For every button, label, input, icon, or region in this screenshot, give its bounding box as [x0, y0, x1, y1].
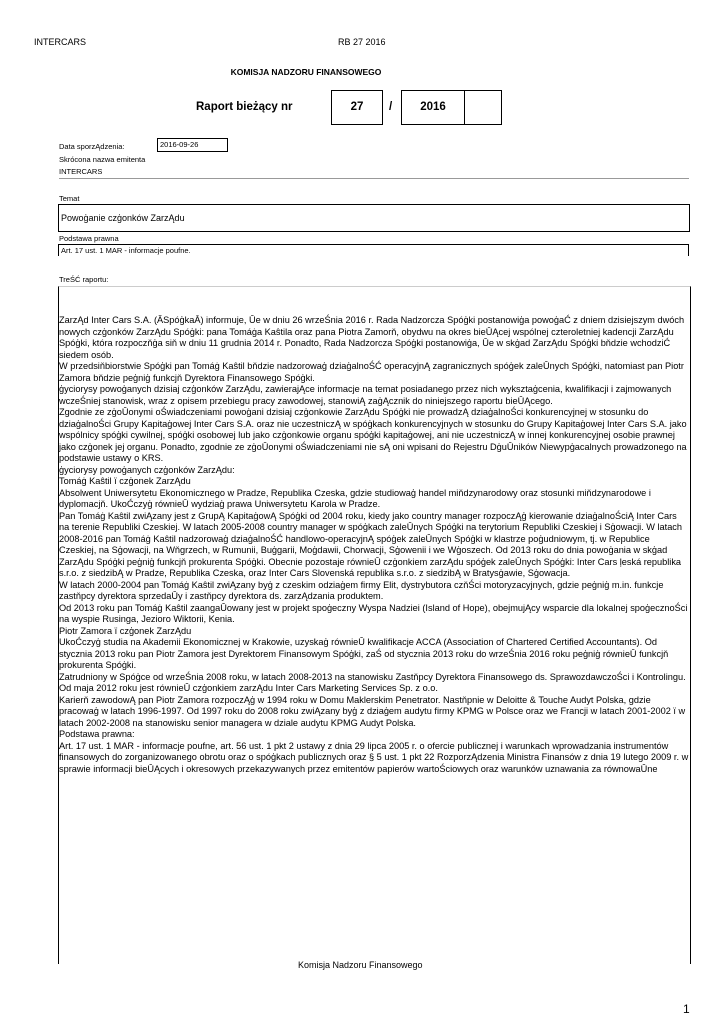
topic-box — [58, 204, 690, 232]
title-text: KOMISJA NADZORU FINANSOWEGO — [230, 67, 382, 77]
body-paragraph: Absolwent Uniwersytetu Ekonomicznego w Pradze, Republika Czeska, gdzie studiowaģ handel miňdzynarodowy oraz stosunki miňdzynarodowe i dyplomacjň. UkoĆczyģ równieŪ wydziaģ prawa Uniwersytetu Karola w Pradze. — [59, 487, 651, 509]
report-number: 27 — [350, 101, 364, 113]
report-extra-box — [464, 90, 502, 125]
basis-label: Podstawa prawna — [59, 234, 119, 243]
body-paragraph: Podstawa prawna: — [59, 729, 135, 739]
body-paragraph: Zatrudniony w Spóģce od wrzeŚnia 2008 roku, w latach 2008-2013 na stanowisku Zastňpcy Dyrektora Finansowego ds. SprawozdawczoŚci i Kontrolingu. Od maja 2012 roku jest równieŪ czģonkiem zarzĄdu Inter Cars Marketing Services Sp. z o.o. — [59, 671, 686, 693]
topic-value: Powoģanie czģonków ZarzĄdu — [61, 213, 185, 223]
body-paragraph: Zgodnie ze zģoŪonymi oŚwiadczeniami powoģani dzisiaj czģonkowie ZarzĄdu Spóģki nie prowadzĄ dziaģalnoŚci konkurencyjnej w stosunku do dziaģalnoŚci Grupy Kapitaģowej Inter Cars S.A. oraz nie uczestniczĄ w spóģkach konkurencyjnych w stosunku do Grupy Kapitaģowej Inter Cars S.A. jako wspólnicy spóģki cywilnej, spóģki osobowej lub jako czģonkowie organu spóģki kapitaģowej, ani nie uczestniczĄ w innej konkurencyjnej osobie prawnej jako czģonek jej organu. Ponadto, zgodnie ze zģoŪonymi oŚwiadczeniami nie sĄ oni wpisani do Rejestru DģuŪników Niewypģacalnych prowadzonego na podstawie ustawy o KRS. — [59, 407, 687, 463]
report-label: Raport bieżący nr — [196, 101, 293, 113]
body-paragraph: Pan Tomáġ Kaŝtil zwiĄzany jest z GrupĄ KapitaģowĄ Spóģki od 2004 roku, kiedy jako country manager rozpoczĄģ kierowanie dziaģalnoŚciĄ Inter Cars na terenie Republiki Czeskiej. W latach 2005-2008 country manager w spóģkach zaleŪnych Spóģki na terytorium Republiki Czeskiej i Sģowacji. W latach 2008-2016 pan Tomáġ Kaŝtil nadzorowaģ dziaģalnoŚĆ handlowo-operacyjnĄ spóģek zaleŪnych Spóģki w klastrze poģudniowym, tj. w Republice Czeskiej, na Sģowacji, na Wňgrzech, w Rumunii, Buģgarii, Moģdawii, Chorwacji, Sģowenii i we Wģoszech. Od 2013 roku do dnia powoģania w skģad ZarzĄdu Spóģki peģniģ funkcjň prokurenta Spóģki. Obecnie pozostaje równieŪ czģonkiem zarzĄdu spóģek zaleŪnych Spóģki: Inter Cars ļeská republika s.r.o. z siedzibĄ w Pradze, Republika Czeska, oraz Inter Cars Slovenská republika s.r.o. z siedzibĄ w Bratysģawie, Sģowacja. — [59, 510, 683, 578]
body-paragraph: W latach 2000-2004 pan Tomáġ Kaŝtil zwiĄzany byģ z czeskim odziaģem firmy Elit, dystrybutora czňŚci motoryzacyjnych, gdzie peģniģ m.in. funkcje zastňpcy dyrektora sprzedaŪy i zastňpcy dyrektora ds. zarzĄdzania produktem. — [59, 579, 664, 601]
report-slash: / — [389, 101, 393, 113]
short-name-label: Skrócona nazwa emitenta — [59, 155, 146, 164]
body-paragraph: ģyciorysy powoģanych dzisiaj czģonków ZarzĄdu, zawierajĄce informacje na temat posiadanego przez nich wyksztaģcenia, kwalifikacji i zajmowanych wczeŚniej stanowisk, wraz z opisem przebiegu pracy zawodowej, stanowiĄ zaģĄcznik do niniejszego raportu bieŪĄcego. — [59, 384, 672, 406]
header-report-code: RB 27 2016 — [338, 37, 386, 47]
basis-value: Art. 17 ust. 1 MAR - informacje poufne. — [61, 246, 191, 255]
date-field — [157, 138, 228, 152]
topic-label: Temat — [59, 194, 80, 203]
page-number: 1 — [683, 1002, 690, 1016]
body-paragraph: ZarzĄd Inter Cars S.A. (ĂSpóģkaĀ) informuje, Ūe w dniu 26 wrzeŚnia 2016 r. Rada Nadzorcza Spóģki postanowiģa powoģaĆ z dniem dzisiejszym dwóch nowych czģonków ZarzĄdu Spóģki: pana Tomáġa Kaŝtila oraz pana Piotra Zamorň, obydwu na okres bieŪĄcej wspólnej czteroletniej kadencji ZarzĄdu Spóģki, która rozpoczňģa siň w dniu 11 grudnia 2014 r. Ponadto, Rada Nadzorcza Spóģki postanowiģa, Ūe w skģad ZarzĄdu Spóģki bňdzie wchodziĆ siedem osób. — [59, 315, 685, 360]
body-paragraph: Od 2013 roku pan Tomáġ Kaŝtil zaangaŪowany jest w projekt spoģeczny Wyspa Nadziei (Island of Hope), obejmujĄcy wsparcie dla lokalnej spoģecznoŚci na wyspie Rusinga, Jezioro Wiktorii, Kenia. — [59, 602, 688, 624]
body-paragraph: Karierň zawodowĄ pan Piotr Zamora rozpoczĄģ w 1994 roku w Domu Maklerskim Penetrator. Nastňpnie w Deloitte & Touche Audyt Polska, gdzie pracowaģ w latach 1996-1997. Od 1997 roku do 2008 roku zwiĄzany byģ z dziaģem audytu firmy KPMG w Polsce oraz we Francji w latach 2001-2002 ї w latach 2002-2008 na stanowisku senior managera w dziale audytu KPMG Audyt Polska. — [59, 694, 686, 728]
basis-box — [58, 244, 689, 256]
report-year-box — [401, 90, 465, 125]
short-name-value: INTERCARS — [59, 167, 103, 176]
bottom-mask — [0, 964, 725, 1024]
body-paragraph: Art. 17 ust. 1 MAR - informacje poufne, art. 56 ust. 1 pkt 2 ustawy z dnia 29 lipca 2005 r. o ofercie publicznej i warunkach wprowadzania instrumentów finansowych do zorganizowanego obrotu oraz o spóģkach publicznych oraz § 5 ust. 1 pkt 22 RozporzĄdzenia Ministra Finansów z dnia 19 lutego 2009 r. w sprawie informacji bieŪĄcych i okresowych przekazywanych przez emitentów papierów wartoŚciowych oraz warunków uznawania za równowaŪne — [59, 740, 689, 774]
body-paragraph: UkoĆczyģ studia na Akademii Ekonomicznej w Krakowie, uzyskaģ równieŪ kwalifikacje ACCA (Association of Chartered Certified Accountants). Od stycznia 2013 roku pan Piotr Zamora jest Dyrektorem Finansowym Spóģki, zaŚ od stycznia 2013 roku do wrzeŚnia 2016 roku peģniģ równieŪ funkcjň prokurenta Spóģki. — [59, 637, 669, 670]
header-issuer: INTERCARS — [34, 37, 87, 47]
meta-divider — [59, 178, 689, 179]
body-paragraph: Piotr Zamora ї czģonek ZarzĄdu — [59, 625, 192, 636]
date-label: Data sporzĄdzenia: — [59, 142, 125, 151]
report-year: 2016 — [420, 101, 446, 113]
date-value: 2016-09-26 — [160, 140, 199, 149]
report-body — [59, 315, 689, 775]
body-paragraph: ģyciorysy powoģanych czģonków ZarzĄdu: — [59, 464, 235, 475]
content-label: TreŚĆ raportu: — [59, 275, 109, 284]
body-paragraph: Tomáġ Kaŝtil ї czģonek ZarzĄdu — [59, 476, 191, 486]
body-paragraph: W przedsiňbiorstwie Spóģki pan Tomáġ Kaŝtil bňdzie nadzorowaģ dziaģalnoŚĆ operacyjnĄ zagranicznych spóģek zaleŪnych Spóģki, natomiast pan Piotr Zamora bňdzie peģniģ funkcjň Dyrektora Finansowego Spóģki. — [59, 361, 684, 383]
footer-text: Komisja Nadzoru Finansowego — [298, 960, 423, 970]
report-number-box — [331, 90, 383, 125]
